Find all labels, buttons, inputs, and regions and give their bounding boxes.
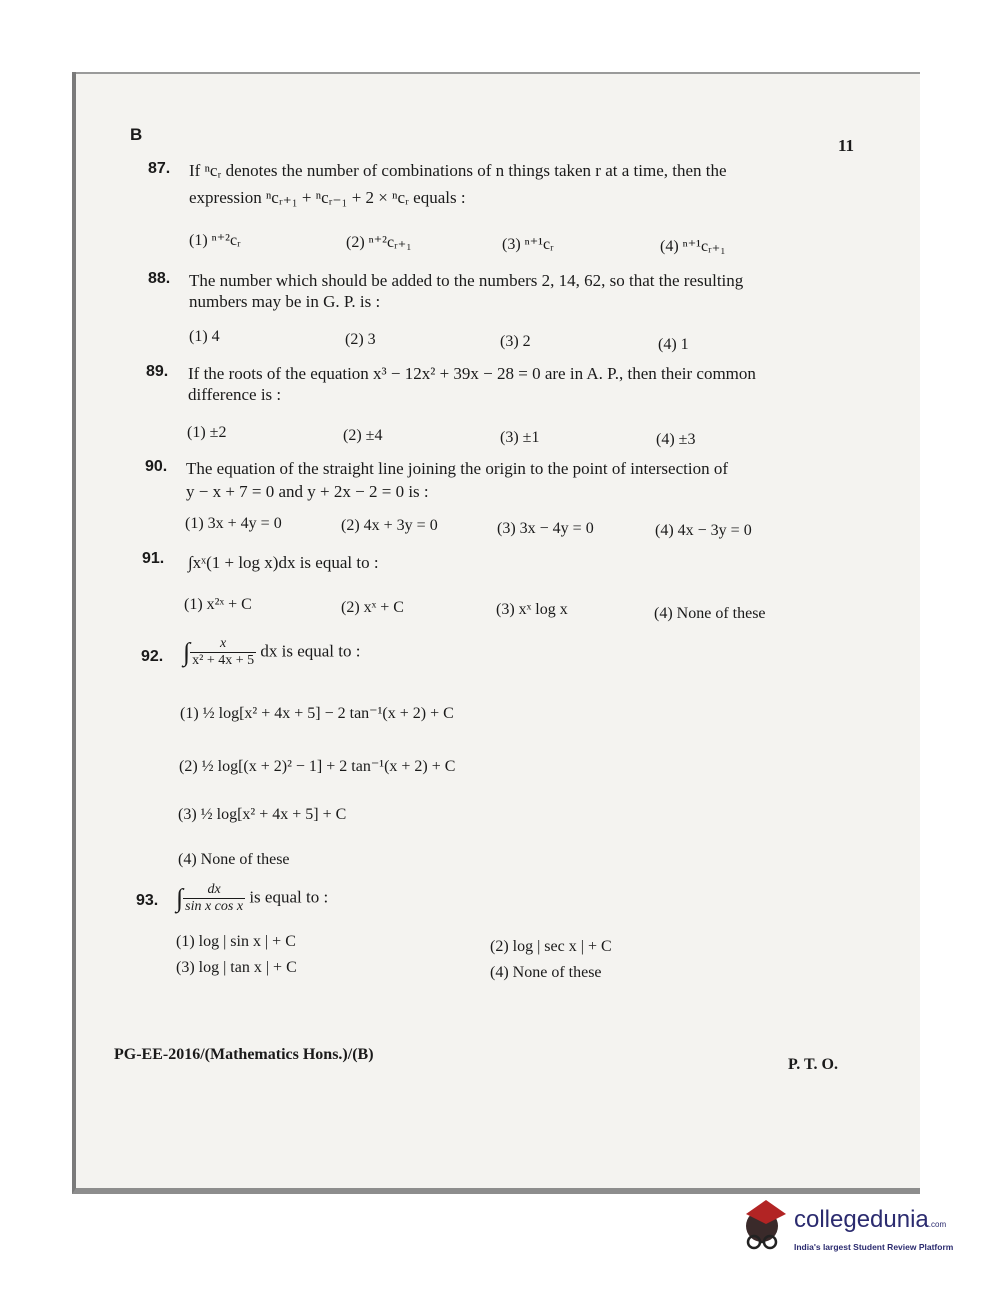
q87-option-1: (1) ⁿ⁺²cᵣ — [189, 232, 241, 249]
q92-numerator: x — [190, 636, 256, 653]
question-number-93: 93. — [136, 892, 159, 909]
question-88-line1: The number which should be added to the numbers 2, 14, 62, so that the resulting — [189, 271, 744, 290]
question-number-88: 88. — [148, 270, 171, 287]
integral-sign: ∫ — [183, 637, 191, 667]
q89-option-4: (4) ±3 — [656, 431, 696, 448]
q88-option-1: (1) 4 — [189, 328, 220, 345]
q91-option-1: (1) x²ˣ + C — [184, 596, 252, 613]
question-88-line2: numbers may be in G. P. is : — [189, 292, 381, 311]
q92-option-3: (3) ½ log[x² + 4x + 5] + C — [178, 806, 347, 823]
question-87-line1: If ⁿcᵣ denotes the number of combinations of n things taken r at a time, then the — [189, 161, 727, 180]
question-89-line2: difference is : — [188, 385, 282, 404]
q91-option-2: (2) xˣ + C — [341, 599, 404, 616]
paper-code: PG-EE-2016/(Mathematics Hons.)/(B) — [114, 1046, 374, 1063]
question-90-line2: y − x + 7 = 0 and y + 2x − 2 = 0 is : — [186, 482, 429, 501]
q90-option-3: (3) 3x − 4y = 0 — [497, 520, 594, 537]
q92-denominator: x² + 4x + 5 — [192, 653, 255, 668]
question-number-87: 87. — [148, 160, 171, 177]
q91-option-3: (3) xˣ log x — [496, 601, 568, 618]
question-number-91: 91. — [142, 550, 165, 567]
q93-option-2: (2) log | sec x | + C — [490, 938, 612, 955]
q92-option-1: (1) ½ log[x² + 4x + 5] − 2 tan⁻¹(x + 2) + C — [180, 705, 454, 722]
q91-option-4: (4) None of these — [654, 605, 766, 622]
question-number-90: 90. — [145, 458, 168, 475]
q93-denominator: sin x cos x — [185, 899, 244, 914]
q90-option-4: (4) 4x − 3y = 0 — [655, 522, 752, 539]
q87-option-4: (4) ⁿ⁺¹cᵣ₊₁ — [660, 238, 726, 255]
question-87-line2: expression ⁿcᵣ₊₁ + ⁿcᵣ₋₁ + 2 × ⁿcᵣ equals : — [189, 188, 466, 207]
q92-option-2: (2) ½ log[(x + 2)² − 1] + 2 tan⁻¹(x + 2) + C — [179, 758, 456, 775]
question-number-92: 92. — [141, 648, 164, 665]
q93-option-4: (4) None of these — [490, 964, 602, 981]
question-number-89: 89. — [146, 363, 169, 380]
q87-option-3: (3) ⁿ⁺¹cᵣ — [502, 236, 554, 253]
q93-tail: is equal to : — [249, 887, 329, 907]
q92-option-4: (4) None of these — [178, 851, 290, 868]
q93-option-1: (1) log | sin x | + C — [176, 933, 296, 950]
watermark-brand: collegedunia.com — [794, 1206, 947, 1233]
question-89-line1: If the roots of the equation x³ − 12x² + 39x − 28 = 0 are in A. P., then their common — [188, 364, 756, 383]
q92-integrand — [190, 636, 256, 669]
q89-option-3: (3) ±1 — [500, 429, 540, 446]
set-label: B — [130, 125, 143, 144]
pto-label: P. T. O. — [788, 1056, 838, 1073]
question-92-expression — [183, 636, 360, 669]
q88-option-3: (3) 2 — [500, 333, 531, 350]
q90-option-1: (1) 3x + 4y = 0 — [185, 515, 282, 532]
q93-numerator: dx — [183, 882, 245, 899]
watermark-tagline: India's largest Student Review Platform — [794, 1242, 954, 1252]
q93-integrand — [183, 882, 245, 915]
integral-sign: ∫ — [176, 883, 184, 913]
question-91-text: ∫xˣ(1 + log x)dx is equal to : — [188, 553, 379, 572]
question-90-line1: The equation of the straight line joining the origin to the point of intersection of — [186, 459, 728, 478]
q88-option-2: (2) 3 — [345, 331, 376, 348]
q88-option-4: (4) 1 — [658, 336, 689, 353]
q89-option-2: (2) ±4 — [343, 427, 383, 444]
q93-option-3: (3) log | tan x | + C — [176, 959, 297, 976]
q90-option-2: (2) 4x + 3y = 0 — [341, 517, 438, 534]
q92-tail: dx is equal to : — [260, 641, 361, 661]
q89-option-1: (1) ±2 — [187, 424, 227, 441]
q87-option-2: (2) ⁿ⁺²cᵣ₊₁ — [346, 234, 412, 251]
page-number: 11 — [838, 136, 855, 155]
question-93-expression — [176, 882, 328, 915]
